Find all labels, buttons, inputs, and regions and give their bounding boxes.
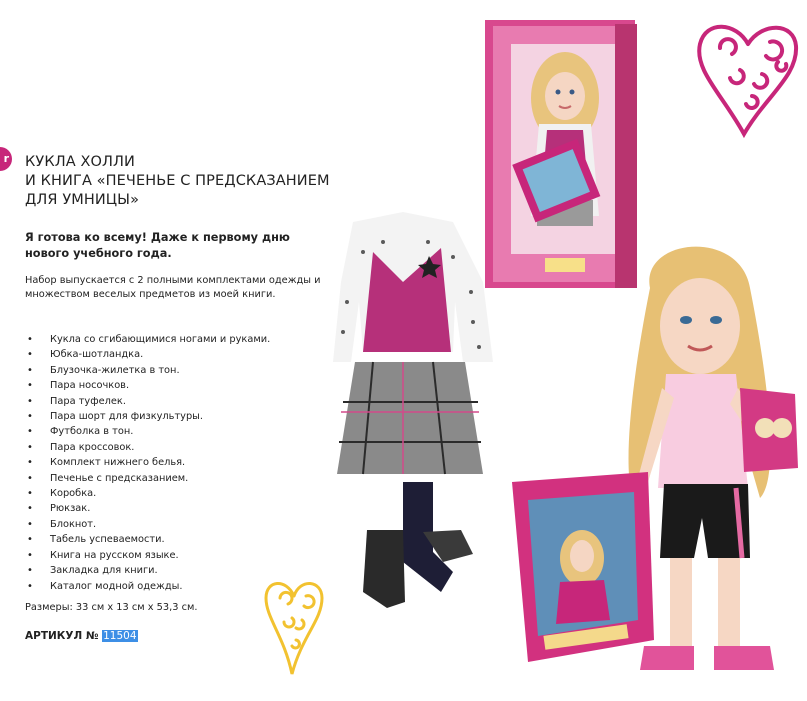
feature-list [25,332,325,594]
section-tab-marker: r [0,147,12,171]
list-item: • Пара кроссовок. [25,440,325,455]
book-image [498,470,658,680]
list-item: • Рюкзак. [25,501,325,516]
product-title-line-1: КУКЛА ХОЛЛИ [25,154,135,170]
product-title-line-2: И КНИГА «ПЕЧЕНЬЕ С ПРЕДСКАЗАНИЕМ [25,173,330,189]
list-item: • Юбка-шотландка. [25,347,325,362]
clothes-set-image [333,212,498,612]
list-item: • Блузочка-жилетка в тон. [25,363,325,378]
swirl-heart-pink-icon [692,14,804,142]
list-item: • Пара шорт для физкультуры. [25,409,325,424]
article-number [25,630,138,642]
list-item: • Комплект нижнего белья. [25,455,325,470]
list-item: • Каталог модной одежды. [25,579,325,594]
list-item: • Пара туфелек. [25,394,325,409]
swirl-heart-gold-icon [262,574,326,678]
list-item: • Блокнот. [25,517,325,532]
list-item: • Табель успеваемости. [25,532,325,547]
product-description: Набор выпускается с 2 полными комплектами одежды и множеством веселых предметов из моей книги. [25,275,321,300]
list-item: • Футболка в тон. [25,424,325,439]
list-item: • Печенье с предсказанием. [25,471,325,486]
list-item: • Книга на русском языке. [25,548,325,563]
list-item: • Коробка. [25,486,325,501]
list-item: • Пара носочков. [25,378,325,393]
product-sizes: Размеры: 33 см х 13 см х 53,3 см. [25,602,198,613]
list-item: • Закладка для книги. [25,563,325,578]
product-title-line-3: ДЛЯ УМНИЦЫ» [25,192,140,208]
article-value[interactable]: 11504 [103,630,137,642]
list-item: • Кукла со сгибающимися ногами и руками. [25,332,325,347]
product-title [25,153,385,210]
product-subtitle: Я готова ко всему! Даже к первому дню нового учебного года. [25,231,290,260]
article-label: АРТИКУЛ № [25,630,99,642]
